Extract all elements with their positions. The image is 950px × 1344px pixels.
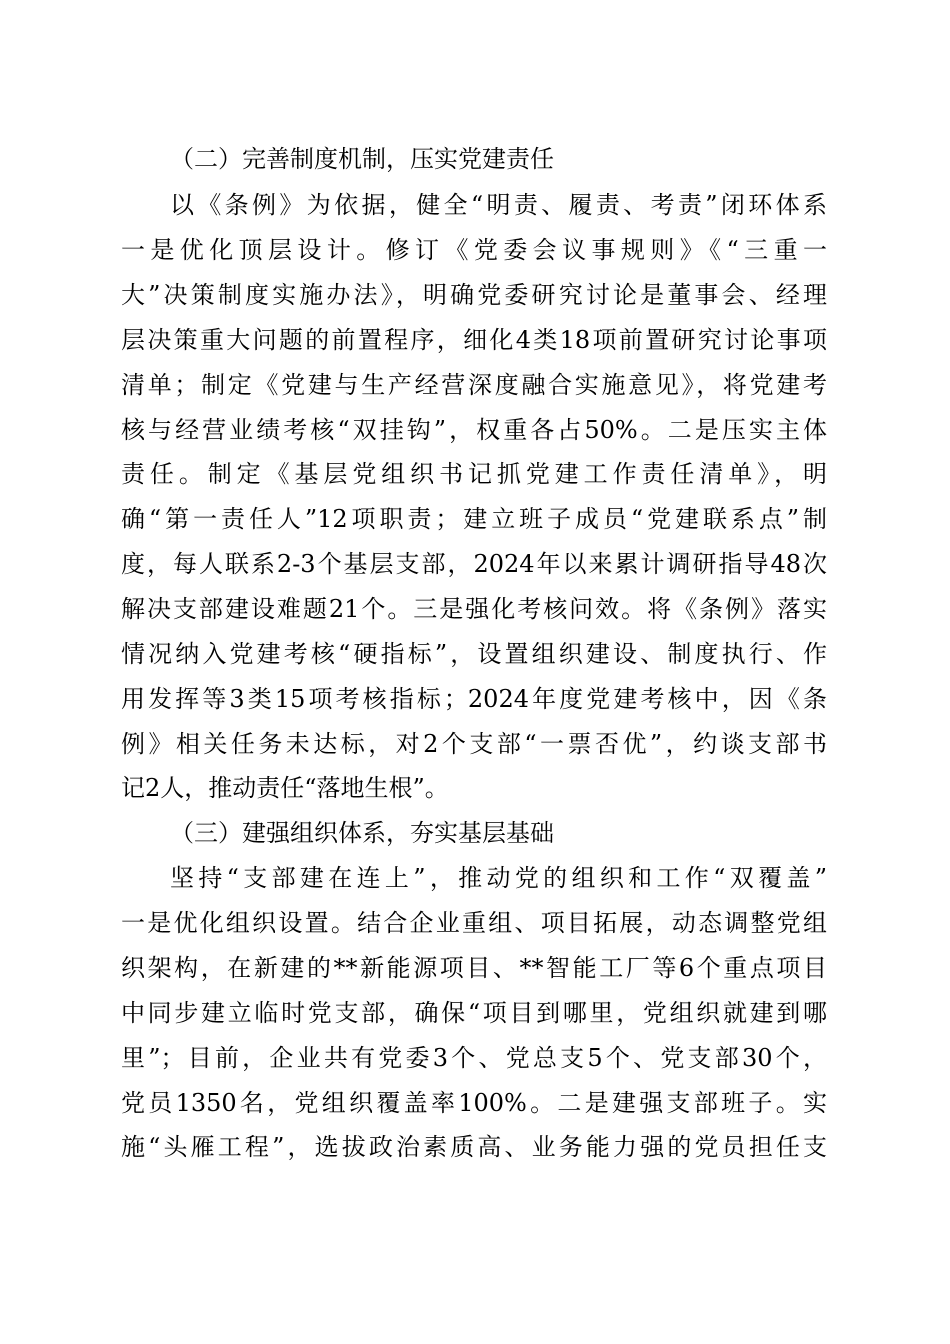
section-2-line-13: 例》相关任务未达标，对2个支部“一票否优”，约谈支部书	[121, 730, 827, 758]
section-2-line-4: 层决策重大问题的前置程序，细化4类18项前置研究讨论事项	[121, 326, 827, 354]
section-3-line-4: 中同步建立临时党支部，确保“项目到哪里，党组织就建到哪	[121, 999, 827, 1027]
section-2-line-14: 记2人，推动责任“落地生根”。	[121, 774, 449, 802]
section-2-line-9: 度，每人联系2-3个基层支部，2024年以来累计调研指导48次	[121, 550, 827, 578]
section-3-line-3: 织架构，在新建的**新能源项目、**智能工厂等6个重点项目	[121, 954, 827, 982]
section-2-line-8: 确“第一责任人”12项职责；建立班子成员“党建联系点”制	[121, 505, 827, 533]
section-2-line-3: 大”决策制度实施办法》，明确党委研究讨论是董事会、经理	[121, 281, 827, 309]
section-2-line-7: 责任。制定《基层党组织书记抓党建工作责任清单》，明	[121, 460, 827, 488]
section-2-line-10: 解决支部建设难题21个。三是强化考核问效。将《条例》落实	[121, 595, 827, 623]
section-2-line-1: 以《条例》为依据，健全“明责、履责、考责”闭环体系	[170, 191, 827, 219]
section-2-line-5: 清单；制定《党建与生产经营深度融合实施意见》，将党建考	[121, 371, 827, 399]
section-3-line-1: 坚持“支部建在连上”，推动党的组织和工作“双覆盖”	[170, 864, 827, 892]
section-2-line-12: 用发挥等3类15项考核指标；2024年度党建考核中，因《条	[121, 685, 827, 713]
section-2-line-6: 核与经营业绩考核“双挂钩”，权重各占50%。二是压实主体	[121, 416, 827, 444]
section-2-line-11: 情况纳入党建考核“硬指标”，设置组织建设、制度执行、作	[121, 640, 827, 668]
section-3-line-6: 党员1350名，党组织覆盖率100%。二是建强支部班子。实	[121, 1089, 827, 1117]
section-3-line-7: 施“头雁工程”，选拔政治素质高、业务能力强的党员担任支	[121, 1133, 827, 1161]
section-2-heading: （二）完善制度机制，压实党建责任	[170, 145, 554, 173]
section-2-line-2: 一是优化顶层设计。修订《党委会议事规则》《“三重一	[121, 236, 827, 264]
section-3-line-2: 一是优化组织设置。结合企业重组、项目拓展，动态调整党组	[121, 909, 827, 937]
section-3-line-5: 里”；目前，企业共有党委3个、党总支5个、党支部30个，	[121, 1044, 827, 1072]
section-3-heading: （三）建强组织体系，夯实基层基础	[170, 819, 554, 847]
